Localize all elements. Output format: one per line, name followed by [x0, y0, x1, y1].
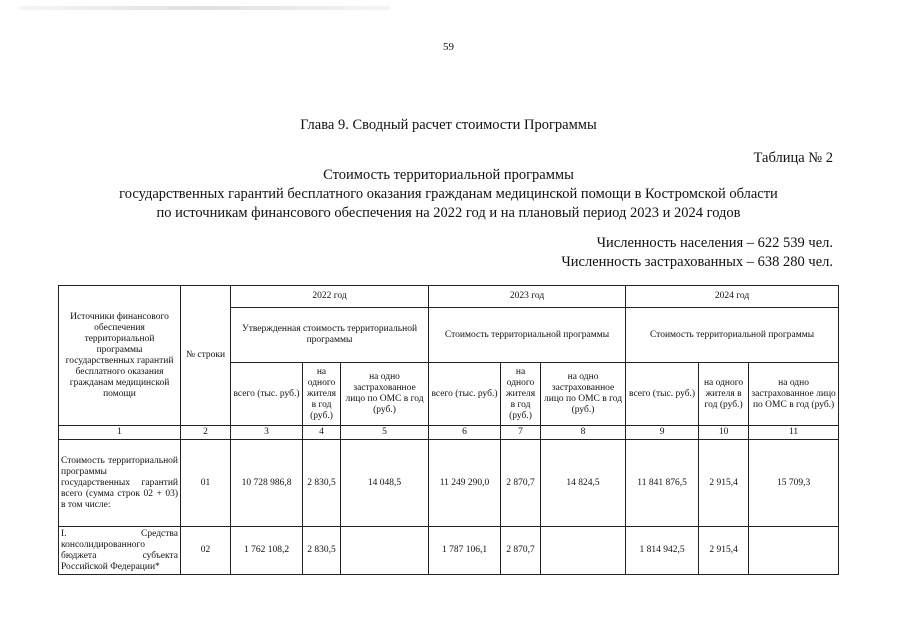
title-line: по источникам финансового обеспечения на 2022 год и на плановый период 2023 и 2024 годов	[156, 205, 741, 221]
cell-value: 2 915,4	[699, 440, 749, 527]
scan-artifact	[20, 6, 390, 10]
subheader-2022: Утвержденная стоимость территориальной программы	[231, 308, 429, 363]
cell-value	[541, 527, 626, 575]
col-per-resident: на одного жителя в год (руб.)	[501, 363, 541, 426]
cell-value	[341, 527, 429, 575]
col-number: 11	[749, 426, 839, 440]
col-per-resident: на одного жителя в год (руб.)	[699, 363, 749, 426]
title-line: Стоимость территориальной программы	[323, 167, 574, 183]
year-2024: 2024 год	[626, 286, 839, 308]
title-line: государственных гарантий бесплатного оказания гражданам медицинской помощи в Костромской области	[119, 186, 778, 202]
table-label: Таблица № 2	[753, 150, 833, 166]
year-2022: 2022 год	[231, 286, 429, 308]
row-code: 01	[181, 440, 231, 527]
population-count: Численность населения – 622 539 чел.	[596, 235, 833, 251]
col-per-insured: на одно застрахованное лицо по ОМС в год (руб.)	[341, 363, 429, 426]
col-number: 3	[231, 426, 303, 440]
year-2023: 2023 год	[429, 286, 626, 308]
col-total: всего (тыс. руб.)	[626, 363, 699, 426]
population-info	[561, 234, 833, 272]
row-code: 02	[181, 527, 231, 575]
page-number: 59	[443, 41, 454, 53]
col-number: 4	[303, 426, 341, 440]
cell-value: 2 915,4	[699, 527, 749, 575]
table-row	[59, 527, 839, 575]
cell-value: 2 870,7	[501, 527, 541, 575]
col-per-insured: на одно застрахованное лицо по ОМС в год (руб.)	[541, 363, 626, 426]
col-per-insured: на одно застрахованное лицо по ОМС в год (руб.)	[749, 363, 839, 426]
row-no-header: № строки	[181, 286, 231, 426]
cell-value: 11 841 876,5	[626, 440, 699, 527]
cost-table	[58, 285, 839, 575]
col-number: 10	[699, 426, 749, 440]
col-number: 9	[626, 426, 699, 440]
cell-value: 15 709,3	[749, 440, 839, 527]
row-name: Стоимость территориальной программы государственных гарантий всего (сумма строк 02 + 03) в том числе:	[59, 440, 181, 527]
col-number: 8	[541, 426, 626, 440]
cell-value: 11 249 290,0	[429, 440, 501, 527]
chapter-title: Глава 9. Сводный расчет стоимости Программы	[300, 117, 597, 133]
cell-value: 10 728 986,8	[231, 440, 303, 527]
cell-value: 1 762 108,2	[231, 527, 303, 575]
row-name: I. Средства консолидированного бюджета субъекта Российской Федерации*	[59, 527, 181, 575]
col-total: всего (тыс. руб.)	[231, 363, 303, 426]
cell-value: 2 870,7	[501, 440, 541, 527]
cell-value: 1 787 106,1	[429, 527, 501, 575]
col-number: 5	[341, 426, 429, 440]
cell-value	[749, 527, 839, 575]
insured-count: Численность застрахованных – 638 280 чел.	[561, 254, 833, 270]
document-title	[0, 166, 897, 223]
cell-value: 2 830,5	[303, 527, 341, 575]
col-total: всего (тыс. руб.)	[429, 363, 501, 426]
subheader-2024: Стоимость территориальной программы	[626, 308, 839, 363]
col-per-resident: на одного жителя в год (руб.)	[303, 363, 341, 426]
column-number-row	[59, 426, 839, 440]
col-number: 1	[59, 426, 181, 440]
cell-value: 2 830,5	[303, 440, 341, 527]
year-header-row	[59, 286, 839, 308]
table-row	[59, 440, 839, 527]
col-number: 2	[181, 426, 231, 440]
col-number: 6	[429, 426, 501, 440]
source-header: Источники финансового обеспечения территориальной программы государственных гарантий бесплатного оказания гражданам медицинской помощи	[59, 286, 181, 426]
cell-value: 1 814 942,5	[626, 527, 699, 575]
col-number: 7	[501, 426, 541, 440]
cell-value: 14 048,5	[341, 440, 429, 527]
subheader-2023: Стоимость территориальной программы	[429, 308, 626, 363]
cell-value: 14 824,5	[541, 440, 626, 527]
